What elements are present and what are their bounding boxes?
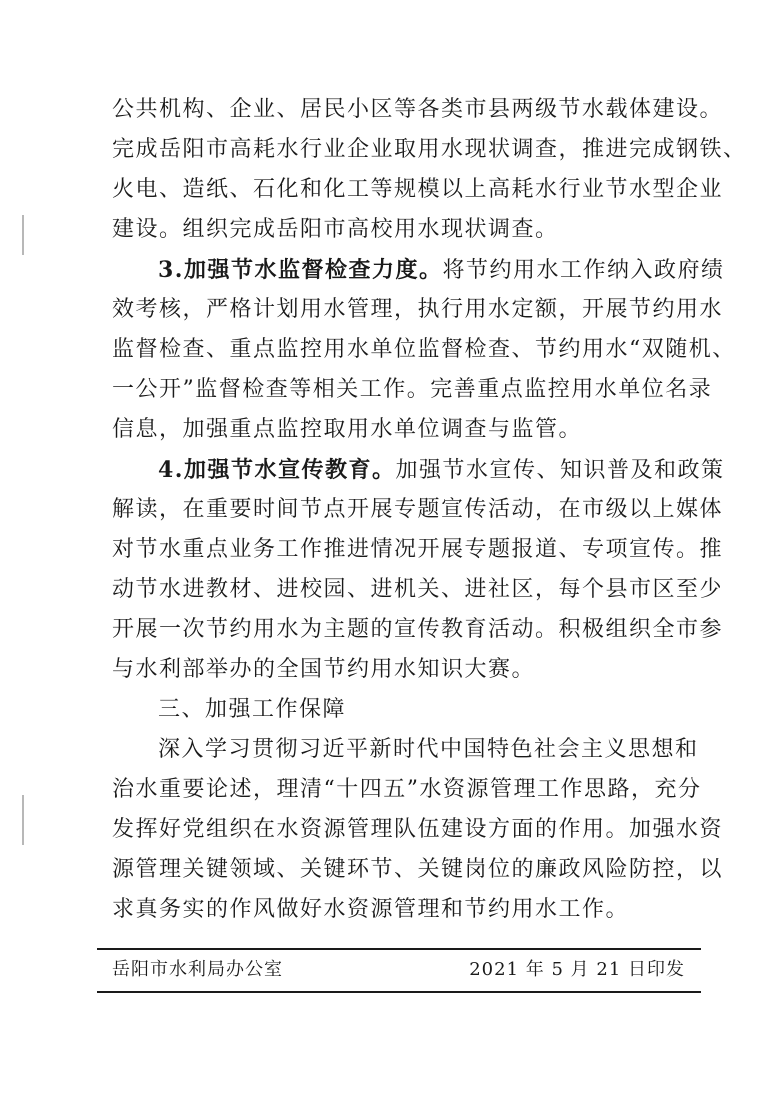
section3-title: 3.加强节水监督检查力度。 <box>158 257 443 283</box>
closing-line-5: 求真务实的作风做好水资源管理和节约用水工作。 <box>112 897 630 922</box>
section-heading-three: 三、加强工作保障 <box>158 697 347 722</box>
binding-mark-top <box>22 215 24 255</box>
section4-first-line-text: 加强节水宣传、知识普及和政策 <box>395 458 725 483</box>
section3-line-4: 一公开”监督检查等相关工作。完善重点监控用水单位名录 <box>112 377 713 402</box>
section4-title: 4.加强节水宣传教育。 <box>158 457 396 483</box>
section4-line-3: 对节水重点业务工作推进情况开展专题报道、专项宣传。推 <box>112 537 724 562</box>
body-line-1: 公共机构、企业、居民小区等各类市县两级节水载体建设。 <box>112 97 724 122</box>
section4-line-6: 与水利部举办的全国节约用水知识大赛。 <box>112 657 536 682</box>
closing-line-2: 治水重要论述，理清“十四五”水资源管理工作思路，充分 <box>112 777 702 802</box>
closing-line-3: 发挥好党组织在水资源管理队伍建设方面的作用。加强水资 <box>112 817 724 842</box>
section4-line-4: 动节水进教材、进校园、进机关、进社区，每个县市区至少 <box>112 577 724 602</box>
section3-line-2: 效考核，严格计划用水管理，执行用水定额，开展节约用水 <box>112 297 724 322</box>
footer-issuer: 岳阳市水利局办公室 <box>112 959 283 980</box>
footer-date: 2021 年 5 月 21 日印发 <box>469 959 685 980</box>
section4-line-2: 解读，在重要时间节点开展专题宣传活动，在市级以上媒体 <box>112 497 724 522</box>
body-line-3: 火电、造纸、石化和化工等规模以上高耗水行业节水型企业 <box>112 177 724 202</box>
closing-line-1: 深入学习贯彻习近平新时代中国特色社会主义思想和 <box>158 737 699 762</box>
section3-line-5: 信息，加强重点监控取用水单位调查与监管。 <box>112 417 583 442</box>
body-line-2: 完成岳阳市高耗水行业企业取用水现状调查，推进完成钢铁、 <box>112 137 747 162</box>
section3-line-3: 监督检查、重点监控用水单位监督检查、节约用水“双随机、 <box>112 337 736 362</box>
footer-bottom-rule <box>97 991 701 993</box>
binding-mark-bottom <box>22 795 24 845</box>
section4-line-5: 开展一次节约用水为主题的宣传教育活动。积极组织全市参 <box>112 617 724 642</box>
section4-first-line <box>158 450 724 490</box>
closing-line-4: 源管理关键领域、关键环节、关键岗位的廉政风险防控，以 <box>112 857 724 882</box>
section3-first-line-text: 将节约用水工作纳入政府绩 <box>442 258 725 283</box>
footer-top-rule <box>97 948 701 950</box>
body-line-4: 建设。组织完成岳阳市高校用水现状调查。 <box>112 217 559 242</box>
section3-first-line <box>158 250 724 290</box>
